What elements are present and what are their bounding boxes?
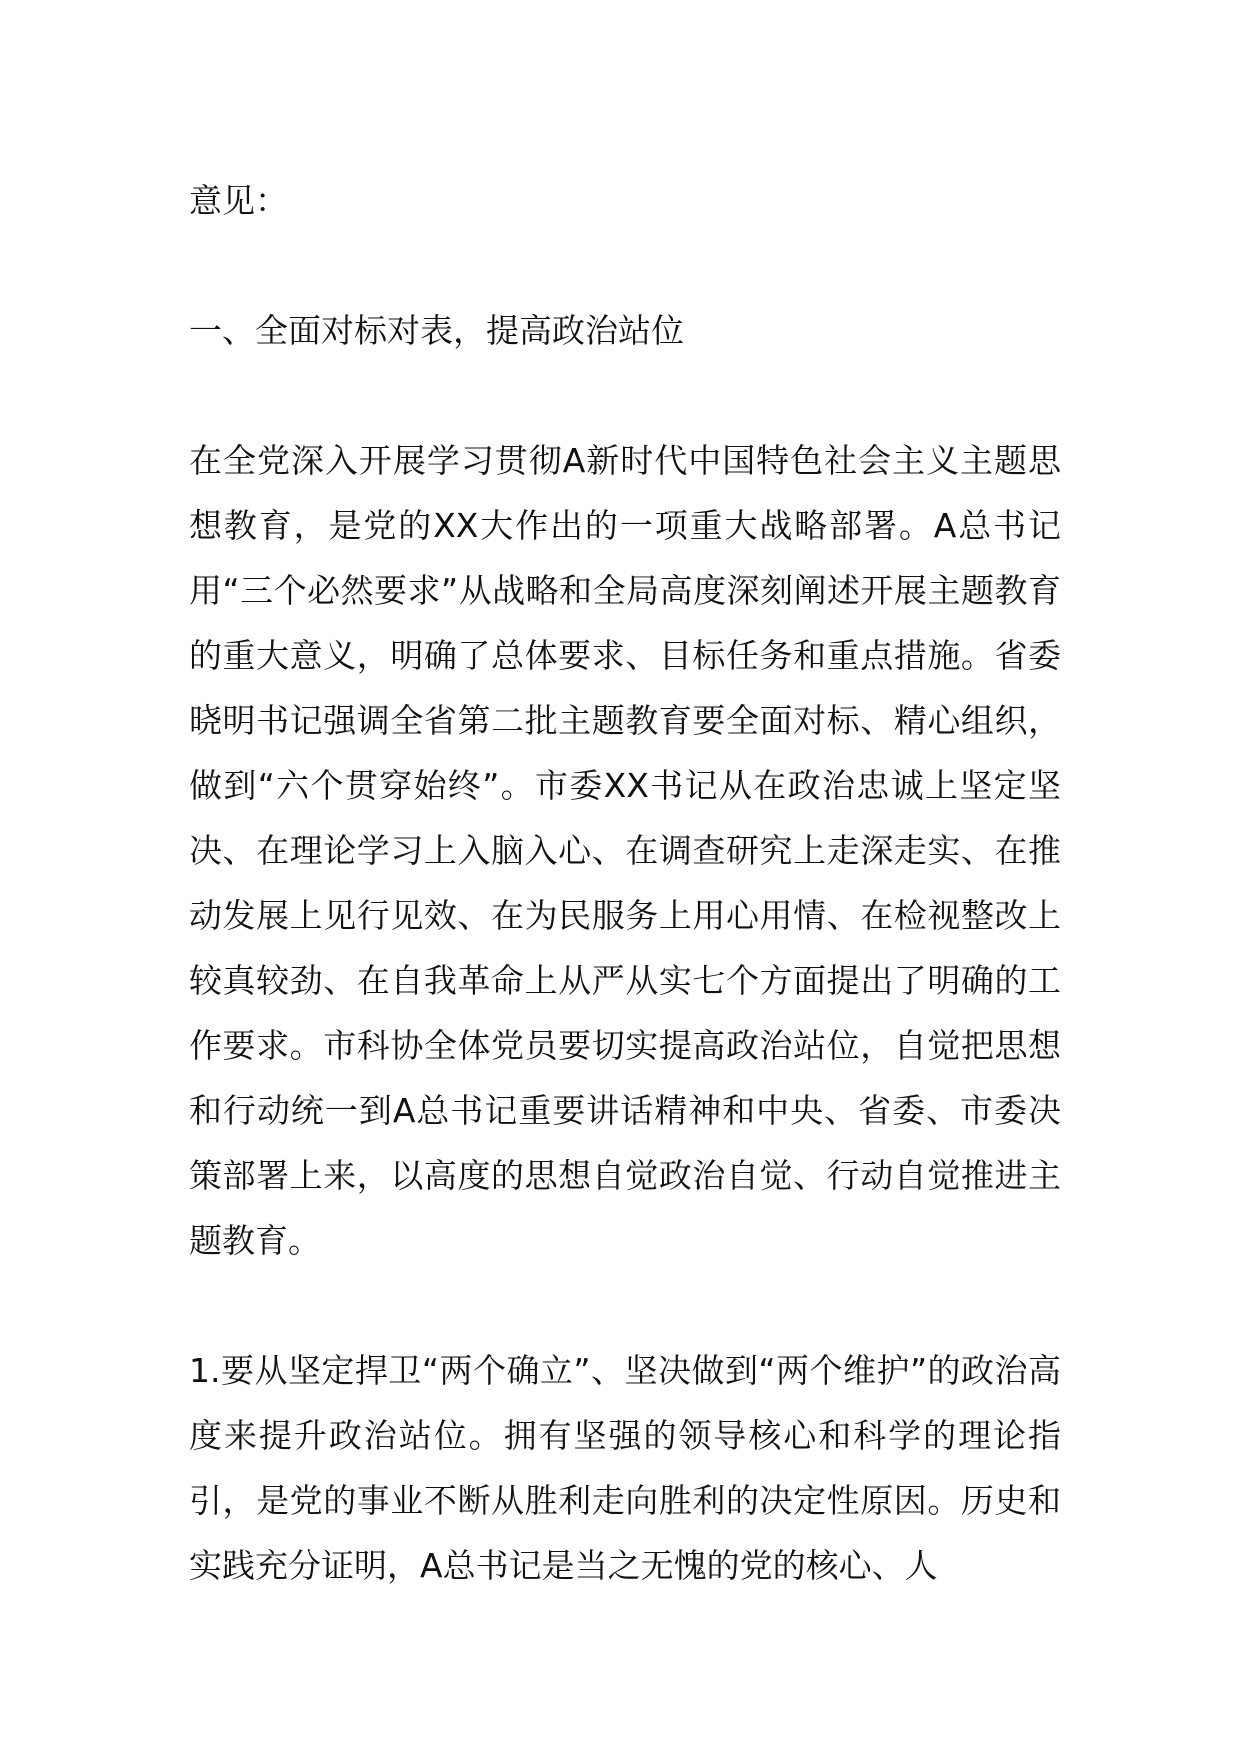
paragraph-spacer bbox=[189, 233, 1061, 298]
section-heading: 一、全面对标对表，提高政治站位 bbox=[189, 311, 684, 350]
paragraph-spacer bbox=[189, 363, 1061, 428]
document-body bbox=[189, 168, 1061, 1598]
paragraph-spacer bbox=[189, 1273, 1061, 1338]
body-paragraph-2: 1.要从坚定捍卫“两个确立”、坚决做到“两个维护”的政治高度来提升政治站位。拥有坚强的领导核心和科学的理论指引，是党的事业不断从胜利走向胜利的决定性原因。历史和实践充分证明，A总书记是当之无愧的党的核心、人 bbox=[189, 1351, 1061, 1585]
salutation-text: 意见： bbox=[189, 181, 288, 220]
body-paragraph-1: 在全党深入开展学习贯彻A新时代中国特色社会主义主题思想教育，是党的XX大作出的一项重大战略部署。A总书记用“三个必然要求”从战略和全局高度深刻阐述开展主题教育的重大意义，明确了总体要求、目标任务和重点措施。省委晓明书记强调全省第二批主题教育要全面对标、精心组织，做到“六个贯穿始终”。市委XX书记从在政治忠诚上坚定坚决、在理论学习上入脑入心、在调查研究上走深走实、在推动发展上见行见效、在为民服务上用心用情、在检视整改上较真较劲、在自我革命上从严从实七个方面提出了明确的工作要求。市科协全体党员要切实提高政治站位，自觉把思想和行动统一到A总书记重要讲话精神和中央、省委、市委决策部署上来，以高度的思想自觉政治自觉、行动自觉推进主题教育。 bbox=[189, 441, 1061, 1260]
